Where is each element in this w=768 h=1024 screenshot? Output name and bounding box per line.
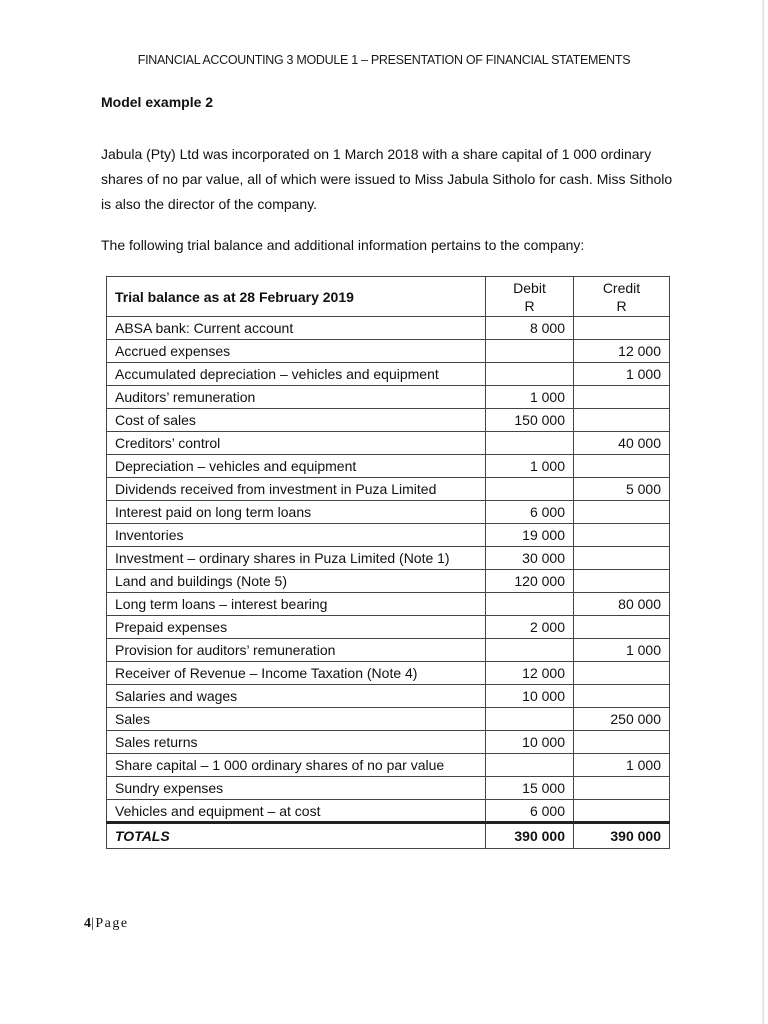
debit-amount-cell: 30 000 xyxy=(486,547,574,570)
account-name-cell: Auditors’ remuneration xyxy=(107,386,486,409)
debit-amount-cell xyxy=(486,432,574,455)
account-name-cell: Provision for auditors’ remuneration xyxy=(107,639,486,662)
account-name-cell: Investment – ordinary shares in Puza Limited (Note 1) xyxy=(107,547,486,570)
page-separator: | xyxy=(91,916,96,931)
debit-amount-cell xyxy=(486,639,574,662)
credit-amount-cell xyxy=(574,616,670,639)
debit-column-header xyxy=(486,277,574,317)
table-row xyxy=(107,386,670,409)
table-intro-text: The following trial balance and additional information pertains to the company: xyxy=(101,237,585,253)
table-row xyxy=(107,547,670,570)
table-row xyxy=(107,777,670,800)
debit-label: Debit xyxy=(513,279,546,296)
table-row xyxy=(107,731,670,754)
account-name-cell: Salaries and wages xyxy=(107,685,486,708)
account-name-cell: Accrued expenses xyxy=(107,340,486,363)
totals-credit: 390 000 xyxy=(574,823,670,849)
debit-amount-cell: 1 000 xyxy=(486,386,574,409)
debit-amount-cell xyxy=(486,593,574,616)
table-row xyxy=(107,616,670,639)
credit-amount-cell xyxy=(574,547,670,570)
account-name-cell: Accumulated depreciation – vehicles and equipment xyxy=(107,363,486,386)
page-number: 4 xyxy=(84,916,91,931)
totals-row xyxy=(107,823,670,849)
credit-amount-cell: 250 000 xyxy=(574,708,670,731)
table-body xyxy=(107,317,670,823)
section-title: Model example 2 xyxy=(101,94,214,110)
intro-paragraph: Jabula (Pty) Ltd was incorporated on 1 March 2018 with a share capital of 1 000 ordinary shares of no par value, all of which were issued to Miss Jabula Sitholo for cash. Miss Sitholo is also the director of the company. xyxy=(101,146,673,212)
document-header: FINANCIAL ACCOUNTING 3 MODULE 1 – PRESENTATION OF FINANCIAL STATEMENTS xyxy=(137,53,631,67)
credit-amount-cell xyxy=(574,317,670,340)
table-row xyxy=(107,754,670,777)
credit-amount-cell xyxy=(574,409,670,432)
account-name-cell: Share capital – 1 000 ordinary shares of no par value xyxy=(107,754,486,777)
credit-amount-cell xyxy=(574,501,670,524)
debit-amount-cell: 10 000 xyxy=(486,731,574,754)
account-name-cell: Land and buildings (Note 5) xyxy=(107,570,486,593)
table-row xyxy=(107,639,670,662)
credit-amount-cell xyxy=(574,386,670,409)
account-name-cell: Sales xyxy=(107,708,486,731)
credit-amount-cell xyxy=(574,685,670,708)
account-name-cell: Sales returns xyxy=(107,731,486,754)
account-name-cell: Inventories xyxy=(107,524,486,547)
table-row xyxy=(107,708,670,731)
credit-amount-cell xyxy=(574,777,670,800)
table-row xyxy=(107,800,670,823)
table-header-row xyxy=(107,277,670,317)
table-row xyxy=(107,593,670,616)
credit-amount-cell: 80 000 xyxy=(574,593,670,616)
credit-currency: R xyxy=(616,297,627,314)
debit-amount-cell: 2 000 xyxy=(486,616,574,639)
credit-amount-cell: 12 000 xyxy=(574,340,670,363)
account-name-cell: Dividends received from investment in Puza Limited xyxy=(107,478,486,501)
credit-amount-cell xyxy=(574,455,670,478)
debit-currency: R xyxy=(524,297,535,314)
credit-amount-cell: 40 000 xyxy=(574,432,670,455)
totals-label: TOTALS xyxy=(107,823,486,849)
page-edge-shadow xyxy=(762,0,764,1024)
account-name-cell: Cost of sales xyxy=(107,409,486,432)
debit-amount-cell: 19 000 xyxy=(486,524,574,547)
debit-amount-cell xyxy=(486,340,574,363)
debit-amount-cell: 12 000 xyxy=(486,662,574,685)
debit-amount-cell: 6 000 xyxy=(486,501,574,524)
credit-amount-cell xyxy=(574,524,670,547)
debit-amount-cell xyxy=(486,363,574,386)
debit-amount-cell: 8 000 xyxy=(486,317,574,340)
account-name-cell: ABSA bank: Current account xyxy=(107,317,486,340)
table-row xyxy=(107,409,670,432)
debit-amount-cell: 1 000 xyxy=(486,455,574,478)
debit-amount-cell: 150 000 xyxy=(486,409,574,432)
credit-label: Credit xyxy=(602,279,641,296)
debit-amount-cell xyxy=(486,478,574,501)
account-name-cell: Receiver of Revenue – Income Taxation (Note 4) xyxy=(107,662,486,685)
debit-amount-cell xyxy=(486,754,574,777)
account-name-cell: Prepaid expenses xyxy=(107,616,486,639)
page-word: Page xyxy=(95,916,129,931)
credit-column-header xyxy=(574,277,670,317)
table-row xyxy=(107,685,670,708)
page-footer xyxy=(84,916,129,932)
credit-amount-cell xyxy=(574,800,670,823)
table-row xyxy=(107,340,670,363)
credit-amount-cell: 1 000 xyxy=(574,754,670,777)
table-heading: Trial balance as at 28 February 2019 xyxy=(107,277,486,317)
debit-amount-cell: 10 000 xyxy=(486,685,574,708)
table-row xyxy=(107,662,670,685)
account-name-cell: Depreciation – vehicles and equipment xyxy=(107,455,486,478)
account-name-cell: Long term loans – interest bearing xyxy=(107,593,486,616)
credit-amount-cell xyxy=(574,662,670,685)
totals-debit: 390 000 xyxy=(486,823,574,849)
debit-amount-cell xyxy=(486,708,574,731)
credit-amount-cell: 1 000 xyxy=(574,363,670,386)
credit-amount-cell: 1 000 xyxy=(574,639,670,662)
account-name-cell: Sundry expenses xyxy=(107,777,486,800)
credit-amount-cell xyxy=(574,731,670,754)
table-row xyxy=(107,524,670,547)
table-row xyxy=(107,455,670,478)
credit-amount-cell xyxy=(574,570,670,593)
table-row xyxy=(107,317,670,340)
table-row xyxy=(107,570,670,593)
table-row xyxy=(107,478,670,501)
trial-balance-table xyxy=(106,276,670,849)
account-name-cell: Interest paid on long term loans xyxy=(107,501,486,524)
account-name-cell: Vehicles and equipment – at cost xyxy=(107,800,486,823)
debit-amount-cell: 120 000 xyxy=(486,570,574,593)
table-row xyxy=(107,432,670,455)
account-name-cell: Creditors’ control xyxy=(107,432,486,455)
debit-amount-cell: 15 000 xyxy=(486,777,574,800)
table-row xyxy=(107,363,670,386)
table-row xyxy=(107,501,670,524)
debit-amount-cell: 6 000 xyxy=(486,800,574,823)
credit-amount-cell: 5 000 xyxy=(574,478,670,501)
